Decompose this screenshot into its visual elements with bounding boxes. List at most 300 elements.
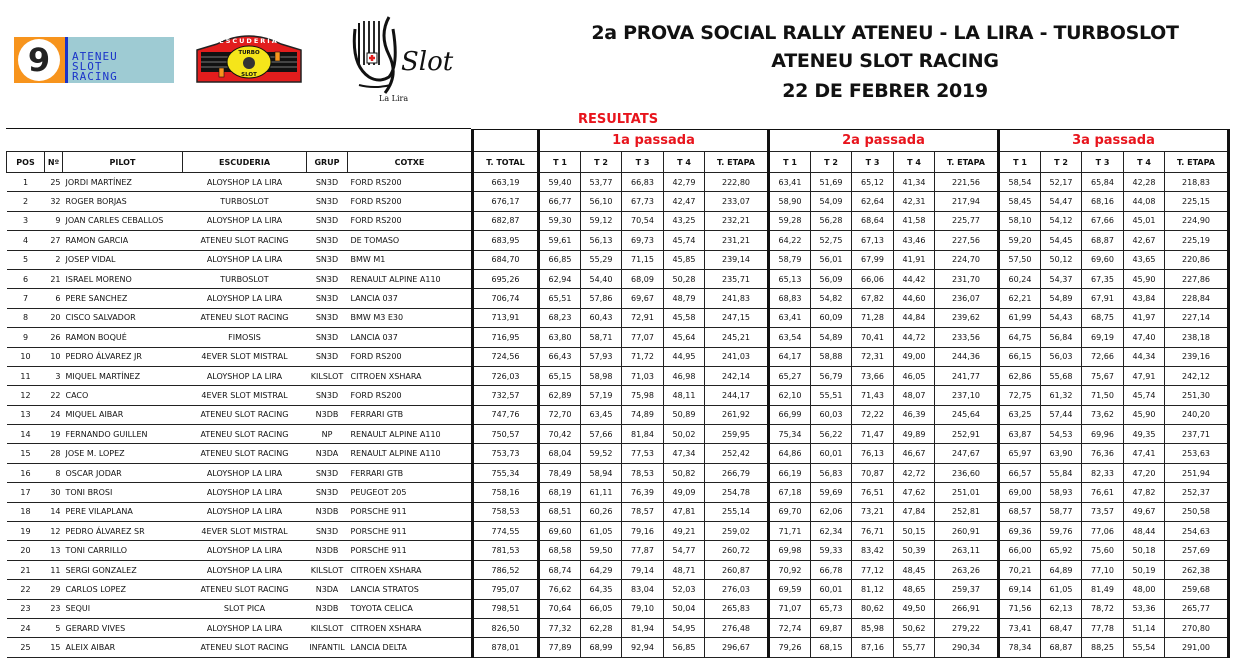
row-p3-etapa: 253,63 [1165, 444, 1229, 463]
row-num: 10 [45, 347, 63, 366]
table-row [7, 308, 1229, 327]
row-p2-t2: 62,06 [811, 502, 852, 521]
logo-slot-text: SLOT [241, 72, 257, 78]
row-num: 5 [45, 618, 63, 637]
row-p2-t1: 66,19 [769, 463, 811, 482]
row-p3-etapa: 262,38 [1165, 560, 1229, 579]
row-p3-t2: 54,47 [1041, 192, 1082, 211]
row-escuderia: ATENEU SLOT RACING [183, 638, 307, 657]
row-p3-t3: 68,87 [1082, 231, 1124, 250]
row-p1-t4: 56,85 [664, 638, 705, 657]
row-total: 683,95 [473, 231, 539, 250]
row-p1-t3: 81,84 [622, 425, 664, 444]
row-p1-etapa: 296,67 [705, 638, 769, 657]
row-escuderia: ALOYSHOP LA LIRA [183, 560, 307, 579]
row-p2-etapa: 225,77 [935, 211, 999, 230]
row-grup: N3DA [307, 444, 348, 463]
col-p2-t3: T 3 [852, 152, 894, 173]
logo-arc-text: ESCUDERIA [219, 37, 279, 45]
row-p3-t2: 56,84 [1041, 328, 1082, 347]
table-row [7, 347, 1229, 366]
row-num: 24 [45, 405, 63, 424]
row-total: 713,91 [473, 308, 539, 327]
row-p1-etapa: 233,07 [705, 192, 769, 211]
row-p1-t2: 63,45 [581, 405, 622, 424]
row-p1-t4: 50,82 [664, 463, 705, 482]
row-p3-t1: 58,10 [999, 211, 1041, 230]
row-p3-etapa: 251,30 [1165, 386, 1229, 405]
row-p1-t1: 68,74 [539, 560, 581, 579]
row-escuderia: SLOT PICA [183, 599, 307, 618]
row-p3-t1: 71,56 [999, 599, 1041, 618]
row-p1-etapa: 265,83 [705, 599, 769, 618]
pass-2-title: 2a passada [769, 130, 999, 152]
row-p2-etapa: 260,91 [935, 522, 999, 541]
row-p3-t3: 73,57 [1082, 502, 1124, 521]
row-p3-t1: 69,14 [999, 580, 1041, 599]
row-p3-t1: 72,75 [999, 386, 1041, 405]
column-header-row [7, 152, 1229, 173]
row-total: 750,57 [473, 425, 539, 444]
row-cotxe: CITROEN XSHARA [348, 560, 473, 579]
col-p1-t1: T 1 [539, 152, 581, 173]
row-p2-t1: 63,41 [769, 308, 811, 327]
row-pilot: JOSEP VIDAL [63, 250, 183, 269]
ateneu-slot-racing-logo [14, 37, 174, 83]
row-p2-etapa: 224,70 [935, 250, 999, 269]
row-p3-t4: 43,84 [1124, 289, 1165, 308]
row-p3-t1: 57,50 [999, 250, 1041, 269]
row-total: 786,52 [473, 560, 539, 579]
row-p2-t3: 72,31 [852, 347, 894, 366]
row-p3-etapa: 291,00 [1165, 638, 1229, 657]
row-p3-t2: 58,93 [1041, 483, 1082, 502]
row-total: 795,07 [473, 580, 539, 599]
col-escuderia: ESCUDERIA [183, 152, 307, 173]
row-p1-t4: 45,74 [664, 231, 705, 250]
row-p1-t1: 63,80 [539, 328, 581, 347]
row-p1-t3: 66,83 [622, 173, 664, 192]
row-pilot: GERARD VIVES [63, 618, 183, 637]
row-p3-t3: 76,36 [1082, 444, 1124, 463]
row-p3-etapa: 250,58 [1165, 502, 1229, 521]
row-num: 28 [45, 444, 63, 463]
row-p1-t1: 77,32 [539, 618, 581, 637]
row-p1-t4: 42,47 [664, 192, 705, 211]
row-p3-etapa: 237,71 [1165, 425, 1229, 444]
row-pos: 24 [7, 618, 45, 637]
row-p2-t3: 77,12 [852, 560, 894, 579]
row-total: 774,55 [473, 522, 539, 541]
row-p3-t3: 67,91 [1082, 289, 1124, 308]
row-p2-t1: 67,18 [769, 483, 811, 502]
row-p1-t4: 52,03 [664, 580, 705, 599]
row-p1-t3: 92,94 [622, 638, 664, 657]
row-p3-etapa: 265,77 [1165, 599, 1229, 618]
row-p1-t3: 77,53 [622, 444, 664, 463]
row-p1-t2: 59,50 [581, 541, 622, 560]
row-p2-t3: 76,71 [852, 522, 894, 541]
row-escuderia: ALOYSHOP LA LIRA [183, 502, 307, 521]
row-p1-t2: 58,71 [581, 328, 622, 347]
row-p2-t2: 56,79 [811, 366, 852, 385]
row-p2-etapa: 241,77 [935, 366, 999, 385]
row-escuderia: ALOYSHOP LA LIRA [183, 250, 307, 269]
row-p1-t2: 61,05 [581, 522, 622, 541]
row-p2-t2: 62,34 [811, 522, 852, 541]
row-p1-etapa: 259,02 [705, 522, 769, 541]
row-p3-t4: 44,34 [1124, 347, 1165, 366]
row-p1-t2: 53,77 [581, 173, 622, 192]
row-p1-etapa: 244,17 [705, 386, 769, 405]
row-p2-t3: 87,16 [852, 638, 894, 657]
row-total: 758,53 [473, 502, 539, 521]
row-p1-etapa: 260,72 [705, 541, 769, 560]
logo-number: 9 [18, 39, 60, 81]
row-p1-t1: 72,70 [539, 405, 581, 424]
table-row [7, 599, 1229, 618]
row-escuderia: ATENEU SLOT RACING [183, 231, 307, 250]
row-pilot: PEDRO ÁLVAREZ JR [63, 347, 183, 366]
table-row [7, 289, 1229, 308]
row-p3-t4: 49,35 [1124, 425, 1165, 444]
row-p3-t4: 44,08 [1124, 192, 1165, 211]
row-p1-t3: 79,10 [622, 599, 664, 618]
row-p1-t1: 66,43 [539, 347, 581, 366]
col-total: T. TOTAL [473, 152, 539, 173]
row-p2-t4: 41,91 [894, 250, 935, 269]
row-num: 26 [45, 328, 63, 347]
row-grup: SN3D [307, 308, 348, 327]
row-pos: 13 [7, 405, 45, 424]
row-escuderia: ATENEU SLOT RACING [183, 308, 307, 327]
row-grup: N3DB [307, 541, 348, 560]
row-p1-t4: 46,98 [664, 366, 705, 385]
row-p2-t4: 48,07 [894, 386, 935, 405]
row-p2-t2: 56,01 [811, 250, 852, 269]
row-p2-t4: 49,00 [894, 347, 935, 366]
row-p1-t1: 77,89 [539, 638, 581, 657]
row-p3-t4: 48,00 [1124, 580, 1165, 599]
row-p3-t4: 45,74 [1124, 386, 1165, 405]
row-total: 747,76 [473, 405, 539, 424]
row-p2-t2: 60,09 [811, 308, 852, 327]
row-pilot: FERNANDO GUILLEN [63, 425, 183, 444]
row-p2-t4: 48,45 [894, 560, 935, 579]
col-p1-t3: T 3 [622, 152, 664, 173]
organizer-title: ATENEU SLOT RACING [771, 50, 999, 72]
row-p2-t2: 59,33 [811, 541, 852, 560]
row-p3-t4: 43,65 [1124, 250, 1165, 269]
row-p1-etapa: 260,87 [705, 560, 769, 579]
row-p3-t3: 88,25 [1082, 638, 1124, 657]
row-cotxe: FORD RS200 [348, 386, 473, 405]
row-p2-t3: 81,12 [852, 580, 894, 599]
row-total: 663,19 [473, 173, 539, 192]
row-p3-t2: 55,84 [1041, 463, 1082, 482]
row-grup: N3DB [307, 502, 348, 521]
row-p1-t2: 62,28 [581, 618, 622, 637]
row-p2-etapa: 266,91 [935, 599, 999, 618]
row-total: 878,01 [473, 638, 539, 657]
row-p2-t3: 85,98 [852, 618, 894, 637]
logo-script-text: Slot [401, 47, 454, 77]
row-p1-etapa: 261,92 [705, 405, 769, 424]
row-p3-t2: 55,68 [1041, 366, 1082, 385]
row-p3-t3: 77,78 [1082, 618, 1124, 637]
row-p3-t2: 54,37 [1041, 269, 1082, 288]
row-escuderia: ATENEU SLOT RACING [183, 444, 307, 463]
row-num: 32 [45, 192, 63, 211]
row-pilot: SERGI GONZALEZ [63, 560, 183, 579]
row-p2-t2: 54,82 [811, 289, 852, 308]
row-p1-t3: 72,91 [622, 308, 664, 327]
row-p2-t1: 69,59 [769, 580, 811, 599]
row-pos: 11 [7, 366, 45, 385]
row-p1-t2: 60,26 [581, 502, 622, 521]
row-p2-etapa: 251,01 [935, 483, 999, 502]
row-cotxe: RENAULT ALPINE A110 [348, 425, 473, 444]
row-p1-t3: 68,09 [622, 269, 664, 288]
row-pilot: JOSE M. LOPEZ [63, 444, 183, 463]
row-p1-t3: 69,67 [622, 289, 664, 308]
row-p2-t2: 60,03 [811, 405, 852, 424]
row-cotxe: LANCIA 037 [348, 289, 473, 308]
row-p2-t1: 64,17 [769, 347, 811, 366]
row-p1-t2: 55,29 [581, 250, 622, 269]
col-p1-etapa: T. ETAPA [705, 152, 769, 173]
row-grup: N3DB [307, 599, 348, 618]
row-pilot: CARLOS LOPEZ [63, 580, 183, 599]
row-p1-t1: 69,60 [539, 522, 581, 541]
row-p3-t4: 50,19 [1124, 560, 1165, 579]
row-p2-t3: 76,13 [852, 444, 894, 463]
row-cotxe: RENAULT ALPINE A110 [348, 269, 473, 288]
row-p3-etapa: 239,16 [1165, 347, 1229, 366]
row-pos: 3 [7, 211, 45, 230]
row-p2-t2: 69,87 [811, 618, 852, 637]
row-num: 13 [45, 541, 63, 560]
table-row [7, 405, 1229, 424]
row-p3-t2: 54,89 [1041, 289, 1082, 308]
row-cotxe: FORD RS200 [348, 211, 473, 230]
table-row [7, 269, 1229, 288]
row-escuderia: ALOYSHOP LA LIRA [183, 173, 307, 192]
logo-text-3: RACING [72, 70, 118, 83]
row-p1-t2: 56,13 [581, 231, 622, 250]
row-p3-t3: 76,61 [1082, 483, 1124, 502]
row-p3-t1: 73,41 [999, 618, 1041, 637]
row-grup: INFANTIL [307, 638, 348, 657]
row-p2-t3: 70,87 [852, 463, 894, 482]
row-p1-t2: 68,99 [581, 638, 622, 657]
row-p2-t3: 67,13 [852, 231, 894, 250]
row-num: 14 [45, 502, 63, 521]
row-num: 29 [45, 580, 63, 599]
row-total: 755,34 [473, 463, 539, 482]
row-pilot: RAMON BOQUÉ [63, 328, 183, 347]
row-p3-t2: 65,92 [1041, 541, 1082, 560]
row-p1-etapa: 235,71 [705, 269, 769, 288]
col-p3-etapa: T. ETAPA [1165, 152, 1229, 173]
row-p1-t1: 70,42 [539, 425, 581, 444]
row-escuderia: 4EVER SLOT MISTRAL [183, 522, 307, 541]
row-p2-t3: 72,22 [852, 405, 894, 424]
table-row [7, 328, 1229, 347]
row-p3-t3: 69,60 [1082, 250, 1124, 269]
row-pos: 19 [7, 522, 45, 541]
row-total: 716,95 [473, 328, 539, 347]
row-p2-t1: 59,28 [769, 211, 811, 230]
col-p3-t4: T 4 [1124, 152, 1165, 173]
logo-turbo-text: TURBO [238, 50, 260, 56]
row-p1-t1: 66,85 [539, 250, 581, 269]
row-grup: SN3D [307, 289, 348, 308]
row-p1-etapa: 241,03 [705, 347, 769, 366]
row-p3-etapa: 228,84 [1165, 289, 1229, 308]
row-num: 9 [45, 211, 63, 230]
row-p1-t3: 79,16 [622, 522, 664, 541]
row-total: 684,70 [473, 250, 539, 269]
row-p1-t3: 77,87 [622, 541, 664, 560]
row-escuderia: ALOYSHOP LA LIRA [183, 289, 307, 308]
row-pos: 5 [7, 250, 45, 269]
row-num: 23 [45, 599, 63, 618]
row-cotxe: PEUGEOT 205 [348, 483, 473, 502]
row-grup: NP [307, 425, 348, 444]
row-p2-t2: 65,73 [811, 599, 852, 618]
row-p3-t1: 69,00 [999, 483, 1041, 502]
row-pos: 8 [7, 308, 45, 327]
row-pilot: TONI BROSI [63, 483, 183, 502]
row-p1-t2: 57,19 [581, 386, 622, 405]
row-p3-t2: 68,87 [1041, 638, 1082, 657]
row-p3-t1: 66,57 [999, 463, 1041, 482]
row-pilot: RAMON GARCIA [63, 231, 183, 250]
row-p1-etapa: 276,48 [705, 618, 769, 637]
row-p3-etapa: 240,20 [1165, 405, 1229, 424]
row-p2-t4: 49,89 [894, 425, 935, 444]
row-p3-etapa: 270,80 [1165, 618, 1229, 637]
row-grup: SN3D [307, 173, 348, 192]
row-p3-t3: 71,50 [1082, 386, 1124, 405]
row-pos: 22 [7, 580, 45, 599]
row-grup: SN3D [307, 211, 348, 230]
table-row [7, 231, 1229, 250]
row-p2-t1: 58,79 [769, 250, 811, 269]
row-p3-t1: 66,00 [999, 541, 1041, 560]
row-p3-etapa: 227,14 [1165, 308, 1229, 327]
row-p2-t4: 44,42 [894, 269, 935, 288]
row-p3-t3: 82,33 [1082, 463, 1124, 482]
row-p3-t1: 65,97 [999, 444, 1041, 463]
row-p2-etapa: 290,34 [935, 638, 999, 657]
row-p1-t2: 58,98 [581, 366, 622, 385]
row-p1-t3: 69,73 [622, 231, 664, 250]
row-p2-t3: 76,51 [852, 483, 894, 502]
table-row [7, 580, 1229, 599]
row-num: 25 [45, 173, 63, 192]
row-p2-t4: 42,31 [894, 192, 935, 211]
row-p2-t3: 80,62 [852, 599, 894, 618]
row-pilot: CISCO SALVADOR [63, 308, 183, 327]
row-p1-t4: 50,02 [664, 425, 705, 444]
row-pos: 20 [7, 541, 45, 560]
row-p2-t1: 69,98 [769, 541, 811, 560]
row-pos: 15 [7, 444, 45, 463]
row-p3-t1: 64,75 [999, 328, 1041, 347]
row-p1-t1: 68,19 [539, 483, 581, 502]
row-p3-t3: 67,66 [1082, 211, 1124, 230]
row-p3-t2: 54,45 [1041, 231, 1082, 250]
col-p2-t2: T 2 [811, 152, 852, 173]
row-p3-t1: 62,86 [999, 366, 1041, 385]
row-p2-t3: 70,41 [852, 328, 894, 347]
row-pos: 10 [7, 347, 45, 366]
row-total: 798,51 [473, 599, 539, 618]
row-p2-t3: 71,43 [852, 386, 894, 405]
row-p3-t2: 61,32 [1041, 386, 1082, 405]
row-p2-t4: 44,60 [894, 289, 935, 308]
row-p1-t4: 54,77 [664, 541, 705, 560]
section-label: RESULTATS [578, 112, 659, 127]
row-p3-t3: 81,49 [1082, 580, 1124, 599]
row-num: 2 [45, 250, 63, 269]
row-p1-t3: 77,07 [622, 328, 664, 347]
row-p2-t4: 44,72 [894, 328, 935, 347]
row-p1-t1: 59,40 [539, 173, 581, 192]
row-p3-t1: 70,21 [999, 560, 1041, 579]
row-escuderia: ALOYSHOP LA LIRA [183, 211, 307, 230]
row-p1-t2: 66,05 [581, 599, 622, 618]
row-p3-t4: 50,18 [1124, 541, 1165, 560]
row-p3-t2: 64,89 [1041, 560, 1082, 579]
row-p1-t2: 57,93 [581, 347, 622, 366]
row-grup: SN3D [307, 250, 348, 269]
row-p3-t2: 54,53 [1041, 425, 1082, 444]
row-p1-t1: 68,58 [539, 541, 581, 560]
row-p3-etapa: 251,94 [1165, 463, 1229, 482]
row-p1-t1: 65,15 [539, 366, 581, 385]
row-pilot: PEDRO ÁLVAREZ SR [63, 522, 183, 541]
row-p3-etapa: 225,19 [1165, 231, 1229, 250]
row-grup: SN3D [307, 463, 348, 482]
row-grup: N3DB [307, 405, 348, 424]
row-p3-t2: 63,90 [1041, 444, 1082, 463]
row-p2-t4: 50,62 [894, 618, 935, 637]
row-cotxe: FERRARI GTB [348, 463, 473, 482]
row-grup: SN3D [307, 347, 348, 366]
row-pos: 17 [7, 483, 45, 502]
table-row [7, 522, 1229, 541]
row-p2-etapa: 231,70 [935, 269, 999, 288]
row-p1-t2: 56,10 [581, 192, 622, 211]
row-grup: KILSLOT [307, 560, 348, 579]
row-p3-t3: 75,60 [1082, 541, 1124, 560]
row-pilot: JOAN CARLES CEBALLOS [63, 211, 183, 230]
row-p2-etapa: 263,26 [935, 560, 999, 579]
la-lira-slot-logo [349, 15, 454, 105]
row-escuderia: 4EVER SLOT MISTRAL [183, 386, 307, 405]
row-escuderia: FIMOSIS [183, 328, 307, 347]
table-row [7, 560, 1229, 579]
row-p3-t3: 73,62 [1082, 405, 1124, 424]
row-p2-t2: 52,75 [811, 231, 852, 250]
row-p2-t4: 50,39 [894, 541, 935, 560]
row-grup: SN3D [307, 386, 348, 405]
row-p2-t2: 66,78 [811, 560, 852, 579]
row-p2-t1: 75,34 [769, 425, 811, 444]
